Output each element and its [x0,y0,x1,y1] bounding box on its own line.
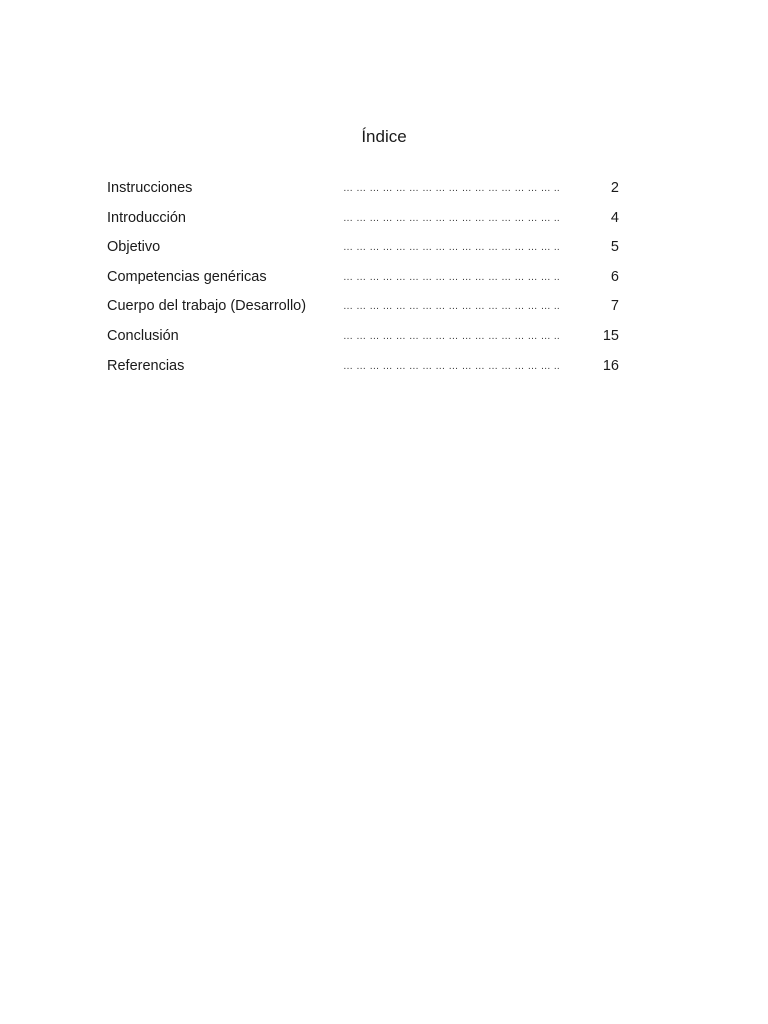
toc-entry [107,325,627,355]
toc-page-number: 15 [602,327,619,344]
toc-page-number: 6 [610,268,619,285]
toc-entry [107,177,627,207]
page-title: Índice [361,127,407,146]
toc-dot-leader: … … … … … … … … … … … … … … … … .. [343,242,560,254]
toc-page-number: 2 [610,180,619,196]
toc-page-number: 5 [610,239,619,256]
toc-entry-label: Conclusión [107,327,179,344]
toc-entry [107,207,627,237]
toc-entry-label: Referencias [107,357,185,374]
toc-entry-label: Instrucciones [107,180,193,196]
toc-entry [107,295,627,325]
toc-entry [107,236,627,266]
toc-entry-label: Competencias genéricas [107,268,267,285]
toc-entry-label: Objetivo [107,239,161,256]
toc-page-number: 16 [602,357,619,374]
toc-dot-leader: … … … … … … … … … … … … … … … … .. [343,183,560,194]
table-of-contents [107,177,627,384]
toc-entry-label: Cuerpo del trabajo (Desarrollo) [107,298,307,315]
toc-entry [107,266,627,296]
toc-dot-leader: … … … … … … … … … … … … … … … … .. [343,301,560,313]
toc-entry [107,355,627,385]
toc-dot-leader: … … … … … … … … … … … … … … … … .. [343,330,560,342]
toc-page-number: 7 [610,298,619,315]
toc-dot-leader: … … … … … … … … … … … … … … … … .. [343,360,560,372]
toc-page-number: 4 [610,209,619,226]
toc-dot-leader: … … … … … … … … … … … … … … … … .. [343,271,560,283]
toc-dot-leader: … … … … … … … … … … … … … … … … .. [343,212,560,224]
toc-entry-label: Introducción [107,209,186,226]
